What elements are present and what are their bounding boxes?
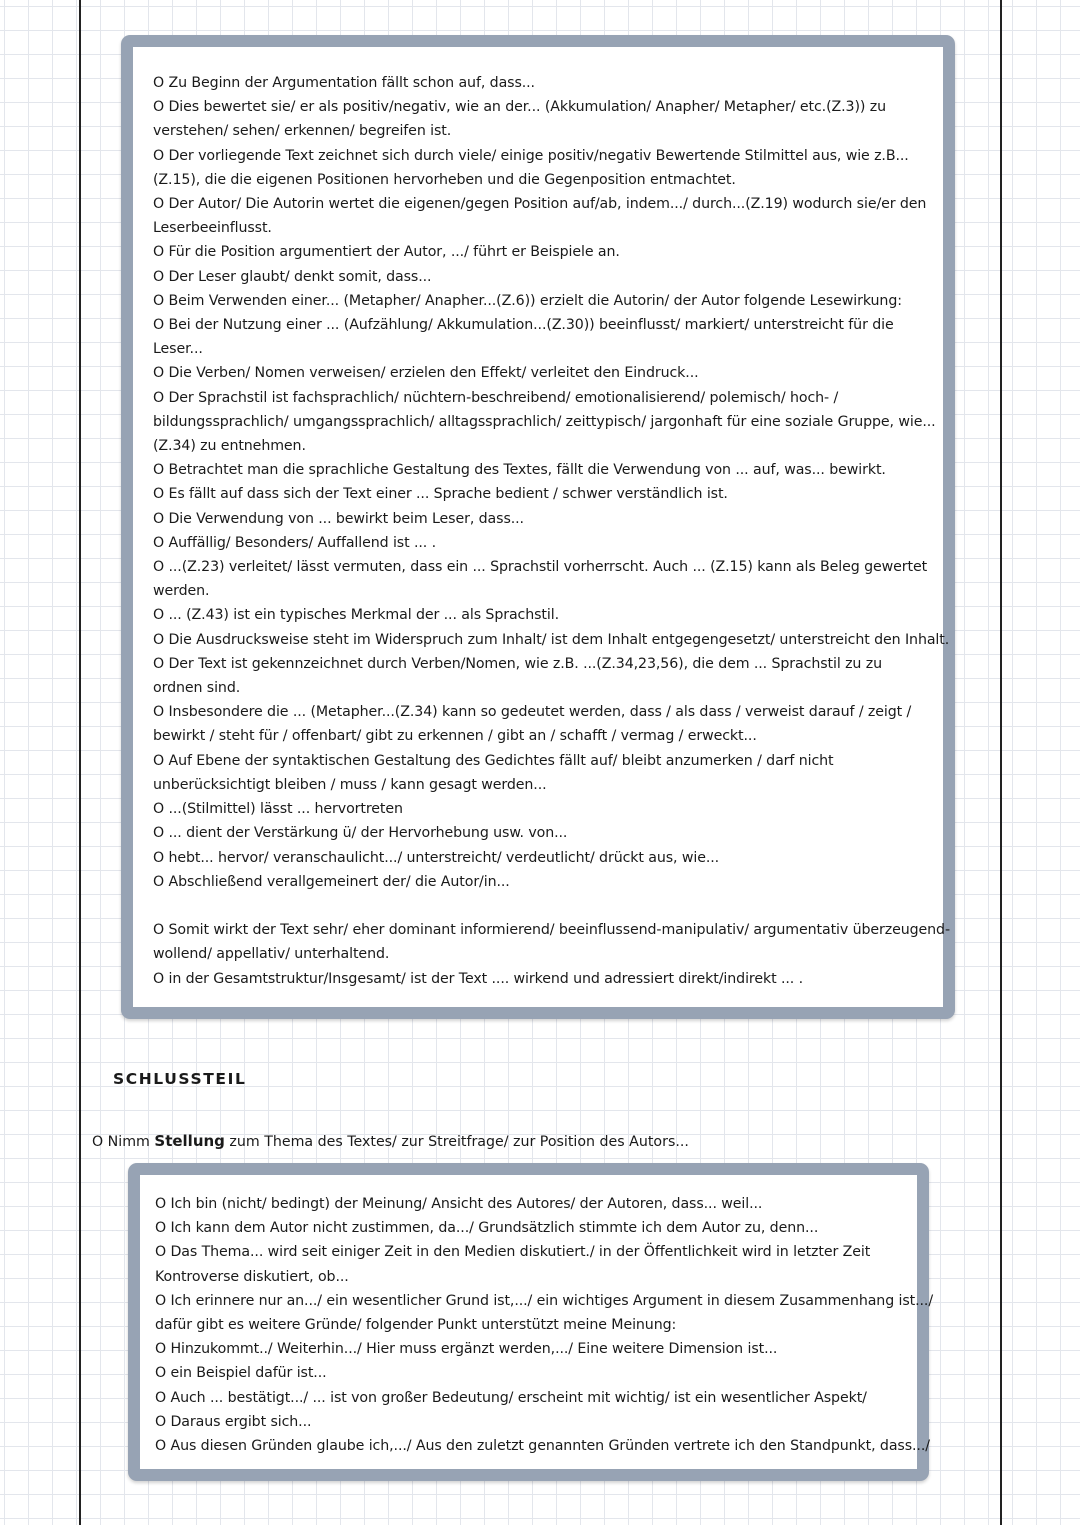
phrase-line: (Z.34) zu entnehmen. (153, 438, 306, 455)
phrase-line: O ...(Z.23) verleitet/ lässt vermuten, dass ein ... Sprachstil vorherrscht. Auch ... (Z.15) kann als Beleg gewertet (153, 559, 928, 576)
phrase-line: werden. (153, 583, 210, 600)
phrase-line: O ... dient der Verstärkung ü/ der Hervorhebung usw. von... (153, 825, 568, 842)
phrase-line: Leserbeeinflusst. (153, 220, 272, 237)
left-margin-line (79, 0, 81, 1525)
phrases-box-main (121, 35, 955, 1019)
task-keyword: Stellung (154, 1132, 225, 1150)
phrase-list-conclusion (155, 1192, 934, 1458)
phrase-line (153, 894, 923, 918)
phrase-line: O Ich bin (nicht/ bedingt) der Meinung/ Ansicht des Autores/ der Autoren, dass... weil... (155, 1196, 763, 1212)
phrase-line: O Die Verwendung von ... bewirkt beim Leser, dass... (153, 510, 524, 527)
phrase-line: unberücksichtigt bleiben / muss / kann gesagt werden... (153, 776, 547, 793)
phrase-line: O Zu Beginn der Argumentation fällt schon auf, dass... (153, 75, 535, 91)
phrase-line: ordnen sind. (153, 680, 241, 697)
phrase-line: O Aus diesen Gründen glaube ich,.../ Aus den zuletzt genannten Gründen vertrete ich den Standpunkt, dass.../ (155, 1438, 930, 1455)
phrase-line: O Der Autor/ Die Autorin wertet die eigenen/gegen Position auf/ab, indem.../ durch...(Z.19) wodurch sie/er den (153, 196, 927, 213)
phrases-box-conclusion (128, 1163, 934, 1481)
phrase-line: O Für die Position argumentiert der Autor, .../ führt er Beispiele an. (153, 244, 620, 261)
phrase-line: O Abschließend verallgemeinert der/ die Autor/in... (153, 873, 510, 890)
phrase-line: O Insbesondere die ... (Metapher...(Z.34) kann so gedeutet werden, dass / als dass / verweist darauf / zeigt / (153, 704, 912, 721)
phrase-line: O Hinzukommt../ Weiterhin.../ Hier muss ergänzt werden,.../ Eine weitere Dimension ist... (155, 1341, 778, 1358)
phrase-line: O ... (Z.43) ist ein typisches Merkmal der ... als Sprachstil. (153, 607, 559, 624)
phrase-line: O Somit wirkt der Text sehr/ eher dominant informierend/ beeinflussend-manipulativ/ argumentativ überzeugend- (153, 922, 950, 939)
phrase-line: Leser... (153, 341, 203, 358)
phrase-line: wollend/ appellativ/ unterhaltend. (153, 946, 390, 963)
phrase-line: O Der Text ist gekennzeichnet durch Verben/Nomen, wie z.B. ...(Z.34,23,56), die dem ... Sprachstil zu zu (153, 655, 882, 672)
phrase-line: O Dies bewertet sie/ er als positiv/negativ, wie an der... (Akkumulation/ Anapher/ Metapher/ etc.(Z.3)) zu (153, 99, 886, 116)
phrase-line: bildungssprachlich/ umgangssprachlich/ alltagssprachlich/ zeittypisch/ jargonhaft für eine soziale Gruppe, wie... (153, 413, 936, 430)
phrase-line: O in der Gesamtstruktur/Insgesamt/ ist der Text .... wirkend und adressiert direkt/indirekt ... . (153, 970, 804, 987)
task-prefix: O Nimm (92, 1134, 155, 1150)
phrase-line: O Ich kann dem Autor nicht zustimmen, da.../ Grundsätzlich stimmte ich dem Autor zu, denn... (155, 1220, 819, 1237)
phrase-line: O Beim Verwenden einer... (Metapher/ Anapher...(Z.6)) erzielt die Autorin/ der Autor folgende Lesewirkung: (153, 292, 902, 309)
phrase-line: O Auffällig/ Besonders/ Auffallend ist ... . (153, 534, 437, 551)
right-margin-line (1000, 0, 1002, 1525)
phrase-line: O Bei der Nutzung einer ... (Aufzählung/ Akkumulation...(Z.30)) beeinflusst/ markiert/ unterstreicht für die (153, 317, 894, 334)
phrase-line: dafür gibt es weitere Gründe/ folgender Punkt unterstützt meine Meinung: (155, 1317, 677, 1334)
phrase-line: O hebt... hervor/ veranschaulicht.../ unterstreicht/ verdeutlicht/ drückt aus, wie... (153, 849, 720, 866)
phrase-list-main (153, 71, 950, 991)
phrase-line: O Ich erinnere nur an.../ ein wesentlicher Grund ist,.../ ein wichtiges Argument in diesem Zusammenhang ist.../ (155, 1292, 934, 1309)
phrase-line: bewirkt / steht für / offenbart/ gibt zu erkennen / gibt an / schafft / vermag / erweckt... (153, 728, 757, 745)
phrase-line: O Der vorliegende Text zeichnet sich durch viele/ einige positiv/negativ Bewertende Stilmittel aus, wie z.B... (153, 147, 909, 164)
section-heading-schlussteil: SCHLUSSTEIL (113, 1070, 247, 1088)
phrase-line: O Der Leser glaubt/ denkt somit, dass... (153, 268, 432, 285)
phrase-line: O Die Ausdrucksweise steht im Widerspruch zum Inhalt/ ist dem Inhalt entgegengesetzt/ unterstreicht den Inhalt. (153, 631, 950, 648)
phrase-line: O Der Sprachstil ist fachsprachlich/ nüchtern-beschreibend/ emotionalisierend/ polemisch/ hoch- / (153, 389, 839, 406)
phrase-line: verstehen/ sehen/ erkennen/ begreifen ist. (153, 123, 452, 140)
phrase-line: O Die Verben/ Nomen verweisen/ erzielen den Effekt/ verleitet den Eindruck... (153, 365, 699, 382)
phrase-line: O Betrachtet man die sprachliche Gestaltung des Textes, fällt die Verwendung von ... auf, was... bewirkt. (153, 462, 886, 479)
phrase-line: O Auch ... bestätigt.../ ... ist von großer Bedeutung/ erscheint mit wichtig/ ist ein wesentlicher Aspekt/ (155, 1389, 867, 1406)
task-instruction (92, 1132, 689, 1150)
phrase-line: O ein Beispiel dafür ist... (155, 1365, 327, 1382)
task-suffix: zum Thema des Textes/ zur Streitfrage/ zur Position des Autors... (224, 1134, 689, 1150)
phrase-line: O ...(Stilmittel) lässt ... hervortreten (153, 801, 403, 818)
phrase-line: O Es fällt auf dass sich der Text einer ... Sprache bedient / schwer verständlich ist. (153, 486, 728, 503)
phrase-line: Kontroverse diskutiert, ob... (155, 1268, 349, 1285)
phrase-line: O Auf Ebene der syntaktischen Gestaltung des Gedichtes fällt auf/ bleibt anzumerken / darf nicht (153, 752, 834, 769)
phrase-line: O Daraus ergibt sich... (155, 1413, 312, 1430)
phrase-line: O Das Thema... wird seit einiger Zeit in den Medien diskutiert./ in der Öffentlichkeit wird in letzter Zeit (155, 1244, 871, 1261)
phrase-line: (Z.15), die die eigenen Positionen hervorheben und die Gegenposition entmachtet. (153, 171, 736, 188)
